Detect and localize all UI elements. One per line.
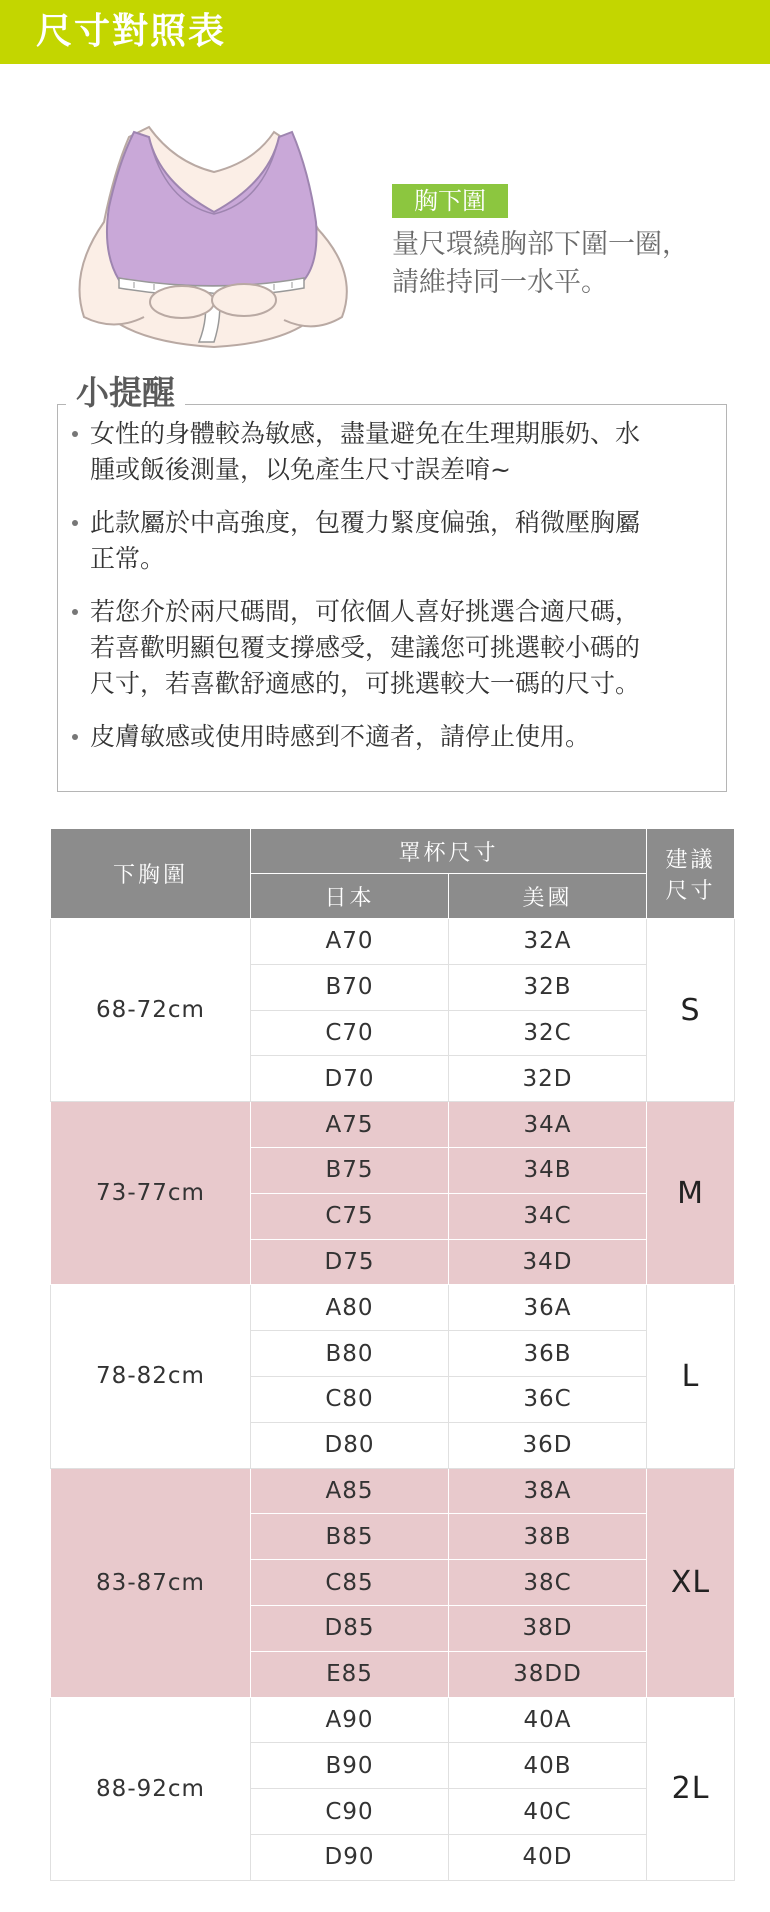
- underbust-range: 73-77cm: [51, 1102, 251, 1285]
- size-table-body: [51, 919, 735, 1881]
- measure-desc-line2: 請維持同一水平。: [392, 267, 608, 298]
- header-suggested-size: 建議 尺寸: [647, 829, 735, 919]
- usa-size: 32B: [449, 964, 647, 1010]
- japan-size: C70: [251, 1010, 449, 1056]
- table-row: [51, 1697, 735, 1743]
- bra-measurement-illustration: [64, 102, 364, 352]
- usa-size: 40A: [449, 1697, 647, 1743]
- japan-size: C90: [251, 1789, 449, 1835]
- usa-size: 34A: [449, 1102, 647, 1148]
- usa-size: 36B: [449, 1331, 647, 1377]
- usa-size: 40B: [449, 1743, 647, 1789]
- japan-size: D75: [251, 1239, 449, 1285]
- japan-size: D70: [251, 1056, 449, 1102]
- suggested-size: M: [647, 1102, 735, 1285]
- usa-size: 38C: [449, 1560, 647, 1606]
- usa-size: 32C: [449, 1010, 647, 1056]
- usa-size: 38D: [449, 1605, 647, 1651]
- suggested-size: XL: [647, 1468, 735, 1697]
- japan-size: B90: [251, 1743, 449, 1789]
- bullet-icon: [72, 609, 78, 615]
- japan-size: A80: [251, 1285, 449, 1331]
- usa-size: 40C: [449, 1789, 647, 1835]
- reminder-item: 女性的身體較為敏感，盡量避免在生理期脹奶、水 腫或飯後測量，以免產生尺寸誤差唷~: [70, 416, 710, 488]
- japan-size: B85: [251, 1514, 449, 1560]
- underbust-range: 88-92cm: [51, 1697, 251, 1880]
- suggested-size: S: [647, 919, 735, 1102]
- japan-size: C75: [251, 1193, 449, 1239]
- header-underbust: 下胸圍: [51, 829, 251, 919]
- japan-size: D80: [251, 1422, 449, 1468]
- japan-size: B75: [251, 1147, 449, 1193]
- reminder-item: 若您介於兩尺碼間，可依個人喜好挑選合適尺碼， 若喜歡明顯包覆支撐感受，建議您可挑選較小碼的 尺寸，若喜歡舒適感的，可挑選較大一碼的尺寸。: [70, 594, 710, 702]
- measure-tag-underbust: 胸下圍: [392, 184, 508, 218]
- suggested-size: L: [647, 1285, 735, 1468]
- reminder-item: 此款屬於中高強度，包覆力緊度偏強，稍微壓胸屬 正常。: [70, 505, 710, 577]
- japan-size: C85: [251, 1560, 449, 1606]
- table-row: [51, 919, 735, 965]
- table-row: [51, 1102, 735, 1148]
- usa-size: 38DD: [449, 1651, 647, 1697]
- underbust-range: 78-82cm: [51, 1285, 251, 1468]
- reminder-item: 皮膚敏感或使用時感到不適者，請停止使用。: [70, 719, 710, 755]
- japan-size: B70: [251, 964, 449, 1010]
- usa-size: 34C: [449, 1193, 647, 1239]
- reminder-list: [70, 416, 710, 772]
- japan-size: B80: [251, 1331, 449, 1377]
- japan-size: A90: [251, 1697, 449, 1743]
- japan-size: C80: [251, 1376, 449, 1422]
- page-header: [0, 0, 770, 64]
- header-japan: 日本: [251, 874, 449, 919]
- usa-size: 38B: [449, 1514, 647, 1560]
- japan-size: A85: [251, 1468, 449, 1514]
- japan-size: D85: [251, 1605, 449, 1651]
- underbust-range: 68-72cm: [51, 919, 251, 1102]
- usa-size: 34D: [449, 1239, 647, 1285]
- bullet-icon: [72, 734, 78, 740]
- suggested-size: 2L: [647, 1697, 735, 1880]
- size-table: [50, 828, 735, 1881]
- japan-size: E85: [251, 1651, 449, 1697]
- japan-size: D90: [251, 1834, 449, 1880]
- measure-description: [392, 226, 752, 302]
- table-row: [51, 1468, 735, 1514]
- header-usa: 美國: [449, 874, 647, 919]
- usa-size: 36D: [449, 1422, 647, 1468]
- usa-size: 38A: [449, 1468, 647, 1514]
- bullet-icon: [72, 431, 78, 437]
- header-cup-size: 罩杯尺寸: [251, 829, 647, 874]
- usa-size: 36A: [449, 1285, 647, 1331]
- reminder-title: 小提醒: [66, 372, 185, 414]
- table-row: [51, 1285, 735, 1331]
- usa-size: 32D: [449, 1056, 647, 1102]
- usa-size: 36C: [449, 1376, 647, 1422]
- japan-size: A75: [251, 1102, 449, 1148]
- underbust-range: 83-87cm: [51, 1468, 251, 1697]
- usa-size: 32A: [449, 919, 647, 965]
- bullet-icon: [72, 520, 78, 526]
- japan-size: A70: [251, 919, 449, 965]
- usa-size: 34B: [449, 1147, 647, 1193]
- measure-desc-line1: 量尺環繞胸部下圍一圈，: [392, 229, 689, 260]
- page-title: 尺寸對照表: [36, 11, 227, 52]
- usa-size: 40D: [449, 1834, 647, 1880]
